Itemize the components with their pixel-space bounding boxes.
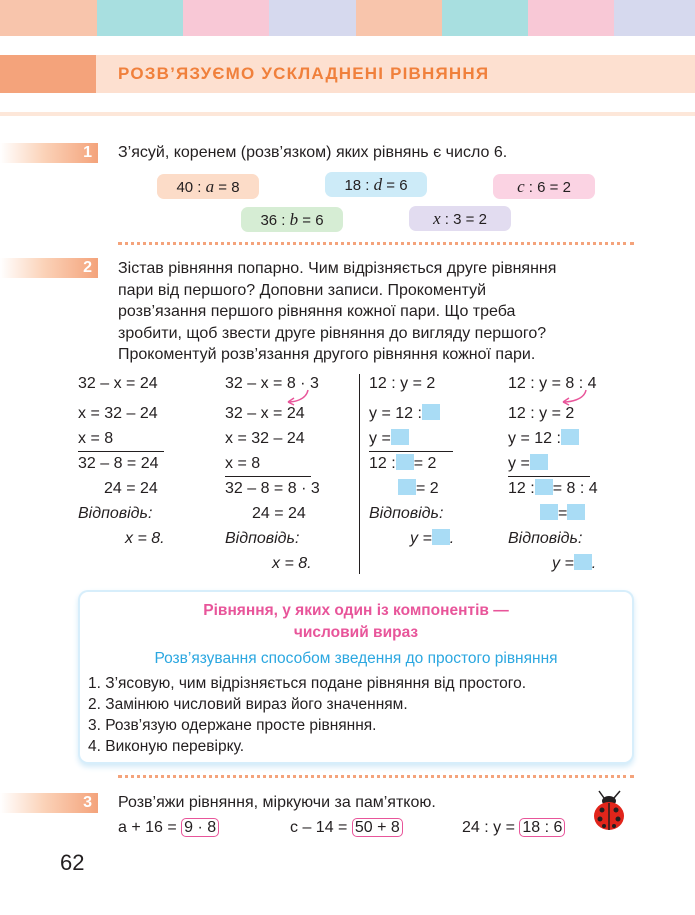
answer: y = . — [410, 530, 455, 547]
stripe — [442, 0, 528, 36]
dotted-divider — [118, 775, 634, 778]
header-color-stripes — [0, 0, 695, 36]
equation-chip: c : 6 = 2 — [493, 174, 595, 199]
equation-chip: 18 : d = 6 — [325, 172, 427, 197]
equation-line: y = — [508, 454, 548, 474]
answer-label: Відповідь: — [508, 530, 583, 547]
answer-label: Відповідь: — [225, 530, 300, 547]
rule-step: 1. З’ясовую, чим відрізняється подане рівняння від простого. — [88, 675, 527, 692]
answer: x = 8. — [125, 530, 165, 547]
ladybug-icon — [590, 790, 630, 834]
equation-line: 32 – x = 24 — [225, 405, 305, 422]
rule-step: 3. Розв’язую одержане просте рівняння. — [88, 717, 377, 734]
page-title: РОЗВ’ЯЗУЄМО УСКЛАДНЕНІ РІВНЯННЯ — [118, 64, 490, 83]
equation-line: 24 : y = 18 : 6 — [462, 818, 565, 838]
header-divider — [0, 112, 695, 116]
task-number: 2 — [83, 259, 92, 276]
equation-line: 32 – 8 = 8 · 3 — [225, 480, 320, 497]
answer-label: Відповідь: — [369, 505, 444, 522]
answer: y = . — [552, 555, 597, 572]
equation-line: y = 12 : — [508, 429, 579, 449]
equation-line: 24 = 24 — [104, 480, 158, 497]
task2-text: Зістав рівняння попарно. Чим відрізняється друге рівняння пари від першого? Доповни записи. Прокоментуй розв’язання першого рівняння кожної пари. Що треба зробити, щоб звести друге рівняння до вигляду першого? Прокоментуй розв’язання другого рівняння кожної пари. — [118, 260, 557, 363]
answer-box[interactable] — [391, 429, 409, 445]
numeric-expression: 50 + 8 — [352, 818, 403, 837]
answer-box[interactable] — [432, 529, 450, 545]
equation-chip: x : 3 = 2 — [409, 206, 511, 231]
answer-box[interactable] — [574, 554, 592, 570]
equation-line: x = 8 — [78, 430, 114, 447]
numeric-expression: 9 · 8 — [181, 818, 219, 837]
underline — [369, 451, 453, 452]
equation-line: a + 16 = 9 · 8 — [118, 818, 219, 838]
equation-line: 32 – x = 24 — [78, 375, 158, 392]
answer-box[interactable] — [422, 404, 440, 420]
equation-line: = — [540, 504, 585, 524]
underline — [225, 476, 311, 477]
answer-box[interactable] — [535, 479, 553, 495]
equation-line: 12 : y = 2 — [508, 405, 575, 422]
rule-box-title: числовий вираз — [293, 624, 419, 641]
task1-text: З’ясуй, коренем (розв’язком) яких рівнянь є число 6. — [118, 144, 508, 161]
underline — [508, 476, 590, 477]
stripe — [0, 0, 97, 36]
equation-line: 32 – x = 8 · 3 — [225, 375, 319, 392]
stripe — [356, 0, 442, 36]
stripe — [528, 0, 614, 36]
title-bar-accent — [0, 55, 96, 93]
stripe — [269, 0, 356, 36]
equation-chip: 40 : a = 8 — [157, 174, 259, 199]
task-number-tab — [0, 793, 98, 813]
equation-line: y = — [369, 429, 409, 449]
equation-line: 12 : y = 2 — [369, 375, 436, 392]
equation-line: y = 12 : — [369, 404, 440, 424]
page-number: 62 — [60, 850, 85, 875]
rule-box-subtitle: Розв’язування способом зведення до простого рівняння — [154, 650, 558, 667]
answer-box[interactable] — [396, 454, 414, 470]
rule-step: 2. Замінюю числовий вираз його значенням. — [88, 696, 408, 713]
rule-box-title: Рівняння, у яких один із компонентів — — [203, 602, 509, 619]
answer-label: Відповідь: — [78, 505, 153, 522]
numeric-expression: 18 : 6 — [519, 818, 565, 837]
equation-line: = 2 — [398, 479, 439, 499]
equation-line: 24 = 24 — [252, 505, 306, 522]
rule-step: 4. Виконую перевірку. — [88, 738, 245, 755]
underline — [78, 451, 164, 452]
equation-line: 12 : = 2 — [369, 455, 437, 472]
rule-steps — [88, 673, 526, 757]
equation-line: 12 : y = 8 : 4 — [508, 375, 597, 392]
answer-box[interactable] — [567, 504, 585, 520]
task-number-tab — [0, 258, 98, 278]
answer-box[interactable] — [530, 454, 548, 470]
equation-chip: 36 : b = 6 — [241, 207, 343, 232]
equation-line: 12 : = 8 : 4 — [508, 480, 598, 497]
task-number: 3 — [83, 794, 92, 811]
stripe — [614, 0, 695, 36]
equation-line: x = 32 – 24 — [225, 430, 305, 447]
stripe — [97, 0, 183, 36]
stripe — [183, 0, 269, 36]
equation-line: x = 32 – 24 — [78, 405, 158, 422]
equation-line: 32 – 8 = 24 — [78, 455, 159, 472]
task-number-tab — [0, 143, 98, 163]
answer-box[interactable] — [561, 429, 579, 445]
answer-box[interactable] — [398, 479, 416, 495]
column-divider — [359, 374, 360, 574]
equation-line: x = 8 — [225, 455, 261, 472]
equation-line: c – 14 = 50 + 8 — [290, 818, 403, 838]
answer-box[interactable] — [540, 504, 558, 520]
answer: x = 8. — [272, 555, 312, 572]
task-number: 1 — [83, 144, 92, 161]
dotted-divider — [118, 242, 634, 245]
task3-text: Розв’яжи рівняння, міркуючи за пам’яткою. — [118, 794, 436, 811]
